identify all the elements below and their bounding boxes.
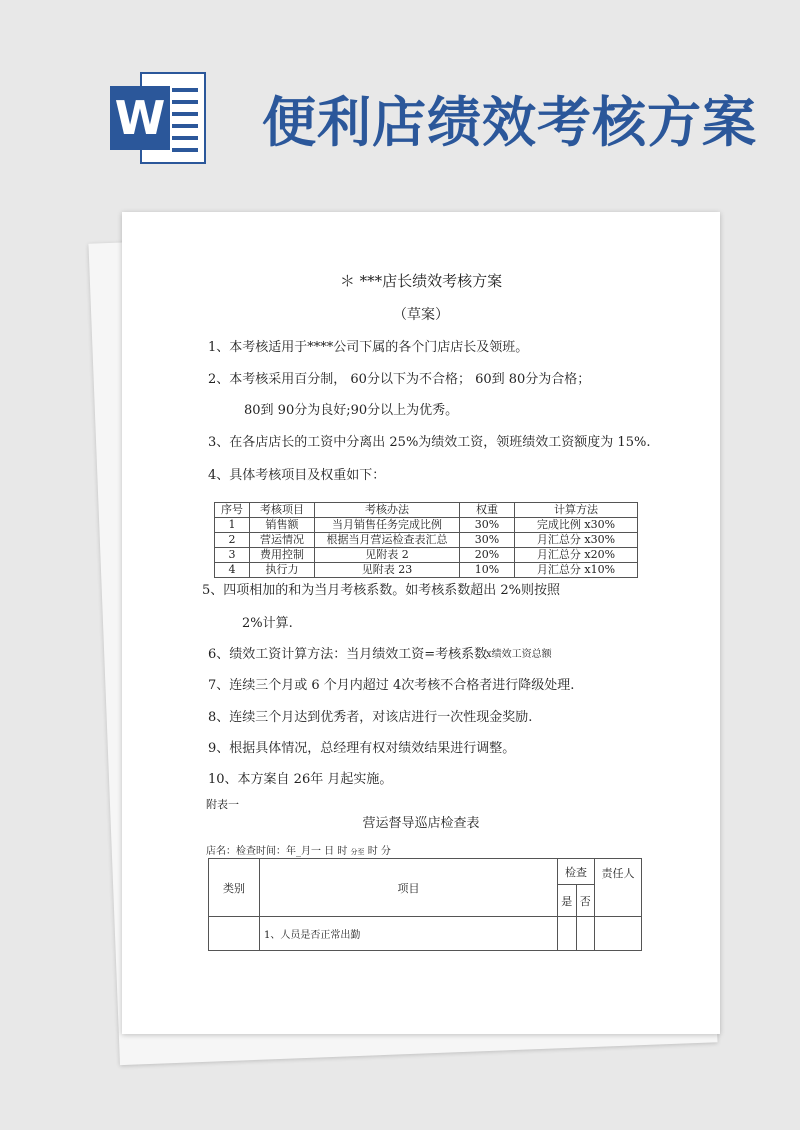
table-cell: 营运情况 xyxy=(250,533,315,548)
category-header: 类别 xyxy=(209,859,260,917)
table-cell: 当月销售任务完成比例 xyxy=(315,518,460,533)
table-cell: 20% xyxy=(460,548,515,563)
table-cell xyxy=(209,917,260,951)
banner-header xyxy=(0,0,800,200)
clause-8: 8、连续三个月达到优秀者，对该店进行一次性现金奖励. xyxy=(208,710,533,725)
table-header-cell: 考核项目 xyxy=(250,503,315,518)
table-header-cell: 计算方法 xyxy=(515,503,638,518)
clause-3: 3、在各店店长的工资中分离出 25%为绩效工资，领班绩效工资额度为 15%. xyxy=(208,435,651,450)
clause-10: 10、本方案自 26年 月起实施。 xyxy=(208,772,393,787)
table-row xyxy=(209,917,642,951)
inspection-time-b: 分至 xyxy=(350,848,365,856)
clause-5: 5、四项相加的和为当月考核系数。如考核系数超出 2%则按照 xyxy=(202,583,561,598)
table-cell: 2 xyxy=(215,533,250,548)
doc-subheading: （草案） xyxy=(393,307,449,323)
item-header: 项目 xyxy=(260,859,558,917)
table-cell: 1 xyxy=(215,518,250,533)
table-header-cell: 考核办法 xyxy=(315,503,460,518)
inspection-time-a: 店名：检查时间：年_月一 日 时 xyxy=(206,846,348,857)
table-cell: 1、人员是否正常出勤 xyxy=(260,917,558,951)
table-cell: 见附表 2 xyxy=(315,548,460,563)
clause-4: 4、具体考核项目及权重如下： xyxy=(208,468,386,483)
clause-2-cont: 80到 90分为良好;90分以上为优秀。 xyxy=(244,403,459,418)
clause-2: 2、本考核采用百分制， 60分以下为不合格； 60到 80分为合格； xyxy=(208,372,591,387)
table-header-cell: 权重 xyxy=(460,503,515,518)
word-icon xyxy=(110,72,208,164)
table-cell xyxy=(595,917,642,951)
check-header: 检查 xyxy=(558,859,595,885)
table-row xyxy=(215,563,638,578)
clause-6: 6、绩效工资计算方法：当月绩效工资=考核系数 xyxy=(208,647,488,662)
inspection-time-line xyxy=(206,842,391,857)
document-page xyxy=(122,212,720,1034)
appendix-label: 附表一 xyxy=(206,798,239,811)
table-cell: 月汇总分 x10% xyxy=(515,563,638,578)
table-cell: 月汇总分 x30% xyxy=(515,533,638,548)
clause-6-tail: x绩效工资总额 xyxy=(486,649,552,660)
table-cell xyxy=(576,917,595,951)
clause-7: 7、连续三个月或 6 个月内超过 4次考核不合格者进行降级处理. xyxy=(208,678,575,693)
doc-heading: ＊ ***店长绩效考核方案 xyxy=(339,272,503,290)
responsible-header: 责任人 xyxy=(595,859,642,917)
page-title: 便利店绩效考核方案 xyxy=(262,91,757,154)
table-cell: 完成比例 x30% xyxy=(515,518,638,533)
table-cell xyxy=(558,917,577,951)
inspection-table xyxy=(208,858,642,951)
clause-5-cont: 2%计算. xyxy=(242,616,293,631)
table-row xyxy=(215,548,638,563)
table-header-row xyxy=(209,859,642,885)
table-cell: 4 xyxy=(215,563,250,578)
table-cell: 根据当月营运检查表汇总 xyxy=(315,533,460,548)
weight-table xyxy=(214,502,638,578)
clause-9: 9、根据具体情况，总经理有权对绩效结果进行调整。 xyxy=(208,741,516,756)
inspection-time-c: 时 分 xyxy=(367,846,391,857)
table-cell: 销售额 xyxy=(250,518,315,533)
table-cell: 费用控制 xyxy=(250,548,315,563)
appendix-title: 营运督导巡店检查表 xyxy=(362,816,480,831)
table-cell: 30% xyxy=(460,533,515,548)
table-header-row xyxy=(215,503,638,518)
table-cell: 见附表 23 xyxy=(315,563,460,578)
table-cell: 10% xyxy=(460,563,515,578)
word-letter-badge: W xyxy=(110,86,170,150)
table-cell: 月汇总分 x20% xyxy=(515,548,638,563)
clause-1: 1、本考核适用于****公司下属的各个门店店长及领班。 xyxy=(208,340,529,355)
yes-header: 是 xyxy=(558,885,577,917)
table-cell: 3 xyxy=(215,548,250,563)
table-cell: 30% xyxy=(460,518,515,533)
table-row xyxy=(215,533,638,548)
table-header-cell: 序号 xyxy=(215,503,250,518)
table-row xyxy=(215,518,638,533)
no-header: 否 xyxy=(576,885,595,917)
table-cell: 执行力 xyxy=(250,563,315,578)
